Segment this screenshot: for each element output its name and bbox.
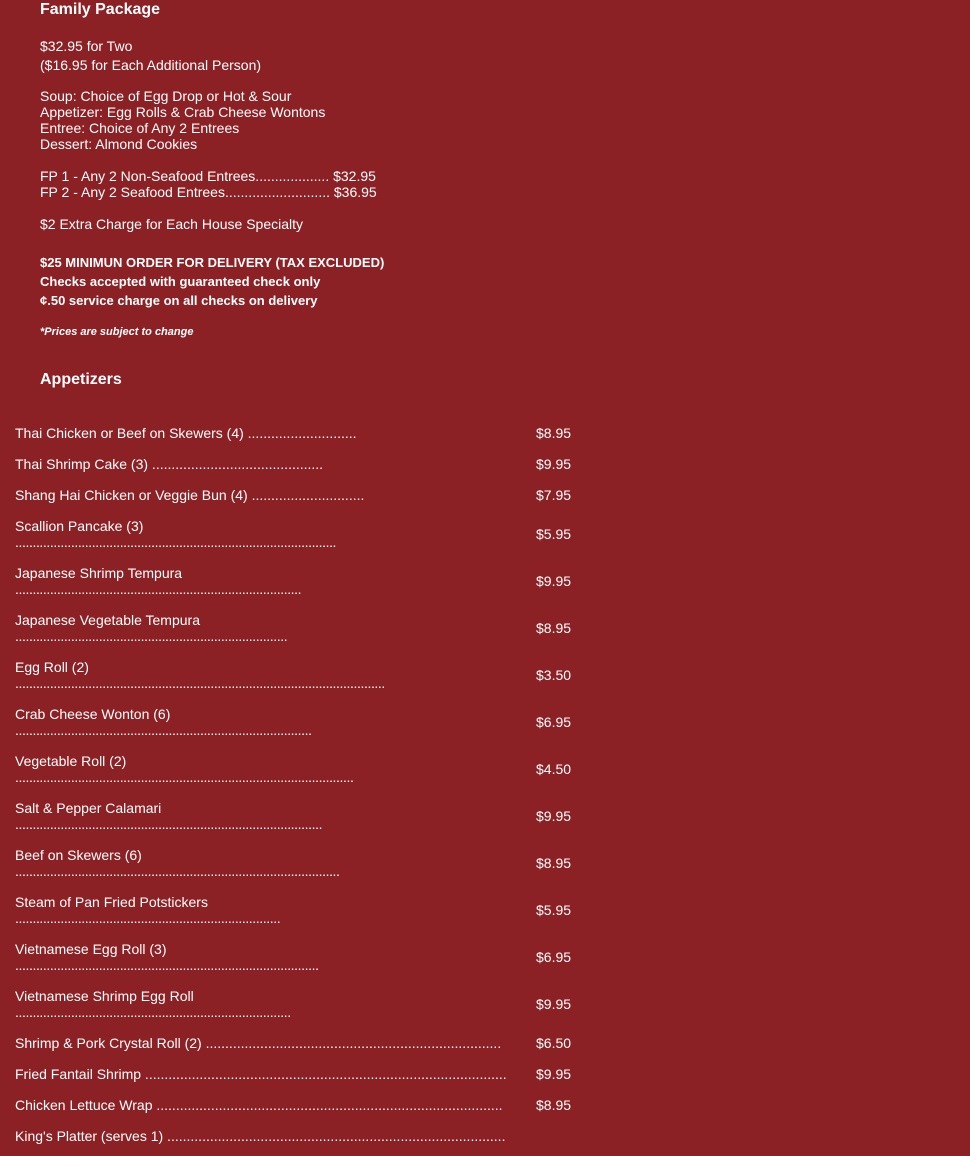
item-price: $9.95 [536, 1066, 572, 1082]
checks-notice: Checks accepted with guaranteed check only [40, 274, 321, 289]
menu-item [15, 515, 615, 562]
menu-item [15, 938, 615, 985]
menu-item [15, 562, 615, 609]
prices-subject-note: *Prices are subject to change [40, 326, 194, 338]
item-name: Shrimp & Pork Crystal Roll (2) ............................................................................ [15, 1035, 502, 1051]
item-name: Vegetable Roll (2) [15, 753, 127, 769]
family-package-heading: Family Package [40, 1, 161, 18]
item-price: $9.95 [536, 456, 572, 472]
menu-item [15, 1125, 615, 1156]
item-name: Thai Shrimp Cake (3) ............................................ [15, 456, 324, 472]
item-price: $6.95 [536, 949, 572, 965]
menu-item [15, 1094, 615, 1125]
course-dessert: Dessert: Almond Cookies [40, 136, 198, 152]
item-price: $9.95 [536, 996, 572, 1012]
item-name: Thai Chicken or Beef on Skewers (4) ............................ [15, 425, 357, 441]
menu-item [15, 985, 615, 1032]
menu-item [15, 422, 615, 453]
item-name: Steam of Pan Fried Potstickers [15, 894, 208, 910]
item-price: $8.95 [536, 1097, 572, 1113]
menu-item [15, 1063, 615, 1094]
item-name: Scallion Pancake (3) [15, 518, 144, 534]
item-name: Vietnamese Shrimp Egg Roll [15, 988, 194, 1004]
item-leader-dots: ................................................................................................. [15, 769, 354, 785]
menu-item [15, 1032, 615, 1063]
item-price: $9.95 [536, 573, 572, 589]
extra-charge-note: $2 Extra Charge for Each House Specialty [40, 216, 304, 232]
family-package-options [40, 168, 377, 200]
menu-item [15, 844, 615, 891]
item-name: Fried Fantail Shrimp ............................................................................................. [15, 1066, 507, 1082]
price-additional-person: ($16.95 for Each Additional Person) [40, 57, 262, 73]
price-for-two: $32.95 for Two [40, 38, 133, 54]
item-leader-dots: ............................................................................................ [15, 534, 337, 550]
fp1-option: FP 1 - Any 2 Non-Seafood Entrees................... $32.95 [40, 168, 376, 184]
item-leader-dots: ............................................................................................. [15, 863, 340, 879]
item-price: $8.95 [536, 425, 572, 441]
item-price: $8.95 [536, 855, 572, 871]
item-leader-dots: .............................................................................. [15, 628, 288, 644]
item-name: Vietnamese Egg Roll (3) [15, 941, 167, 957]
item-name: Crab Cheese Wonton (6) [15, 706, 171, 722]
item-name: Beef on Skewers (6) [15, 847, 142, 863]
min-order-notice: $25 MINIMUN ORDER FOR DELIVERY (TAX EXCLUDED) [40, 255, 385, 270]
item-leader-dots: ............................................................................... [15, 1004, 291, 1020]
item-price: $6.95 [536, 714, 572, 730]
item-name: Salt & Pepper Calamari [15, 800, 162, 816]
menu-item [15, 891, 615, 938]
item-leader-dots: ....................................................................................... [15, 957, 319, 973]
item-price: $9.95 [536, 808, 572, 824]
item-price: $3.50 [536, 667, 572, 683]
menu-item [15, 656, 615, 703]
item-price: $7.95 [536, 487, 572, 503]
item-price: $5.95 [536, 902, 572, 918]
item-name: King's Platter (serves 1) ....................................................................................... [15, 1128, 506, 1144]
appetizers-list [15, 422, 615, 1156]
family-package-courses [40, 88, 325, 152]
menu-item [15, 453, 615, 484]
item-name: Japanese Shrimp Tempura [15, 565, 183, 581]
item-price: $5.95 [536, 526, 572, 542]
fp2-option: FP 2 - Any 2 Seafood Entrees........................... $36.95 [40, 184, 377, 200]
item-leader-dots: ........................................................................................ [15, 816, 323, 832]
service-charge-notice: ¢.50 service charge on all checks on delivery [40, 293, 318, 308]
menu-item [15, 750, 615, 797]
course-appetizer: Appetizer: Egg Rolls & Crab Cheese Wontons [40, 104, 326, 120]
item-leader-dots: .................................................................................. [15, 581, 302, 597]
menu-item [15, 703, 615, 750]
item-price: $4.50 [536, 761, 572, 777]
family-package-pricing [40, 37, 261, 75]
item-leader-dots: ..................................................................................... [15, 722, 312, 738]
menu-item [15, 484, 615, 515]
item-name: Shang Hai Chicken or Veggie Bun (4) ............................. [15, 487, 365, 503]
item-price: $6.50 [536, 1035, 572, 1051]
item-leader-dots: ............................................................................ [15, 910, 281, 926]
item-leader-dots: .......................................................................................................... [15, 675, 385, 691]
menu-item [15, 609, 615, 656]
item-name: Egg Roll (2) [15, 659, 89, 675]
appetizers-heading: Appetizers [40, 371, 122, 388]
item-price: $8.95 [536, 620, 572, 636]
item-name: Chicken Lettuce Wrap ......................................................................................... [15, 1097, 503, 1113]
course-entree: Entree: Choice of Any 2 Entrees [40, 120, 240, 136]
menu-item [15, 797, 615, 844]
course-soup: Soup: Choice of Egg Drop or Hot & Sour [40, 88, 292, 104]
item-name: Japanese Vegetable Tempura [15, 612, 200, 628]
delivery-notices [40, 253, 384, 310]
